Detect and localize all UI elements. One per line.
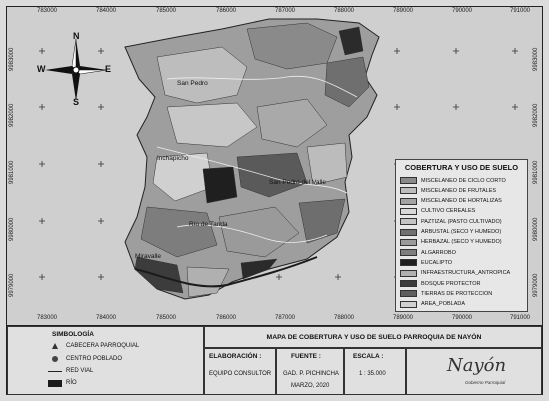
x-tick: 788000 (334, 315, 355, 321)
land-patch (203, 167, 237, 203)
y-tick: 9983000 (533, 47, 539, 71)
symbol-label: RED VIAL (66, 368, 94, 374)
y-tick: 9979000 (9, 273, 15, 297)
y-tick: 9980000 (533, 217, 539, 241)
legend-item (400, 207, 475, 216)
legend-swatch (400, 249, 417, 256)
compass-east: E (105, 64, 112, 74)
legend-item (400, 289, 492, 298)
symbol-label: CENTRO POBLADO (66, 356, 123, 362)
legend-label: ARBUSTAL (SECO Y HUMEDO) (421, 229, 502, 235)
legend-item (400, 300, 465, 309)
map-sheet (6, 6, 543, 395)
y-tick: 9979000 (533, 273, 539, 297)
elaboracion-box (204, 348, 276, 395)
legend-label: EUCALIPTO (421, 259, 453, 266)
x-tick: 789000 (393, 315, 414, 321)
legend-swatch (400, 301, 417, 308)
river-swatch-icon (48, 380, 62, 387)
compass-north: N (73, 31, 80, 41)
triangle-icon (52, 343, 58, 349)
x-tick: 789000 (393, 8, 414, 14)
symbology-title: SIMBOLOGÍA (52, 331, 94, 338)
x-tick: 786000 (216, 8, 237, 14)
compass-rose-icon (41, 35, 111, 105)
parish-logo: Nayón (447, 355, 507, 376)
x-tick: 787000 (275, 8, 296, 14)
logo-box (406, 348, 542, 395)
escala-value: 1 : 35.000 (359, 371, 386, 377)
place-label: Miravalle (135, 253, 162, 260)
legend-item (400, 197, 502, 206)
grid-cross (453, 104, 459, 110)
x-tick: 790000 (452, 315, 473, 321)
x-tick: 786000 (216, 315, 237, 321)
legend-label: MISCELANEO DE CICLO CORTO (421, 177, 506, 184)
legend-item (400, 186, 496, 195)
legend-swatch (400, 280, 417, 287)
legend-swatch (400, 177, 417, 184)
legend-item (400, 238, 502, 247)
legend-label: BOSQUE PROTECTOR (421, 280, 481, 287)
grid-cross (98, 274, 104, 280)
legend-swatch (400, 229, 417, 236)
legend-label: HERBAZAL (SECO Y HUMEDO) (421, 239, 502, 246)
legend-swatch (400, 198, 417, 205)
elaboracion-label: ELABORACIÓN : (209, 353, 262, 360)
dot-icon (52, 356, 58, 362)
legend-item (400, 176, 506, 185)
grid-cross (276, 274, 282, 280)
place-label: San Pedro del Valle (269, 179, 326, 186)
map-area (7, 7, 542, 325)
x-tick: 784000 (96, 315, 117, 321)
fuente-date: MARZO, 2020 (291, 383, 330, 389)
legend-label: MISCELANEO DE HORTALIZAS (421, 198, 502, 205)
legend-swatch (400, 239, 417, 246)
grid-cross (394, 104, 400, 110)
legend-label: PAZTIZAL (PASTO CULTIVADO) (421, 218, 502, 225)
grid-cross (335, 274, 341, 280)
y-tick: 9980000 (9, 217, 15, 241)
legend-swatch (400, 208, 417, 215)
y-tick: 9981000 (533, 160, 539, 184)
land-cover-legend (395, 159, 528, 312)
symbol-label: CABECERA PARROQUIAL (66, 343, 140, 349)
x-tick: 791000 (510, 8, 531, 14)
legend-swatch (400, 259, 417, 266)
x-tick: 791000 (510, 315, 531, 321)
y-tick: 9983000 (9, 47, 15, 71)
x-tick: 784000 (96, 8, 117, 14)
legend-label: ALGARROBO (421, 249, 456, 256)
grid-cross (512, 48, 518, 54)
legend-swatch (400, 187, 417, 194)
place-label: San Pedro (177, 80, 208, 87)
legend-label: AREA_POBLADA (421, 301, 466, 308)
place-label: Río de Tanda (189, 221, 228, 228)
grid-cross (98, 218, 104, 224)
grid-cross (39, 218, 45, 224)
legend-item (400, 228, 501, 237)
map-title: MAPA DE COBERTURA Y USO DE SUELO PARROQUIA DE NAYÓN (266, 334, 482, 341)
legend-label: TIERRAS DE PROTECCION (421, 290, 493, 297)
legend-label: MISCELANEO DE FRUTALES (421, 187, 497, 194)
legend-item (400, 279, 481, 288)
symbol-label: RÍO (66, 380, 77, 386)
grid-cross (98, 161, 104, 167)
grid-cross (39, 161, 45, 167)
grid-cross (394, 48, 400, 54)
x-tick: 788000 (334, 8, 355, 14)
legend-title: COBERTURA Y USO DE SUELO (404, 163, 519, 172)
y-tick: 9982000 (9, 103, 15, 127)
x-tick: 785000 (156, 315, 177, 321)
symbology-box (7, 326, 204, 395)
grid-cross (453, 48, 459, 54)
fuente-box (276, 348, 344, 395)
y-tick: 9981000 (9, 160, 15, 184)
escala-box (344, 348, 406, 395)
legend-label: INFRAESTRUCTURA_ANTROPICA (421, 270, 511, 277)
compass-west: W (37, 64, 46, 74)
x-tick: 783000 (37, 8, 58, 14)
legend-swatch (400, 290, 417, 297)
legend-item (400, 217, 502, 226)
fuente-label: FUENTE : (291, 353, 321, 360)
x-tick: 783000 (37, 315, 58, 321)
x-tick: 785000 (156, 8, 177, 14)
elaboracion-value: EQUIPO CONSULTOR (209, 371, 272, 377)
legend-item (400, 269, 510, 278)
legend-label: CULTIVO CEREALES (421, 208, 476, 215)
parish-logo-subtitle: Gobierno Parroquial (465, 380, 506, 385)
x-tick: 790000 (452, 8, 473, 14)
legend-swatch (400, 270, 417, 277)
road-line-icon (48, 371, 62, 372)
title-box (204, 326, 542, 348)
land-patch (299, 199, 345, 243)
place-label: Inchapicho (157, 155, 189, 162)
fuente-value: GAD. P. PICHINCHA (283, 371, 339, 377)
legend-swatch (400, 218, 417, 225)
land-patch (187, 267, 229, 297)
grid-cross (512, 104, 518, 110)
compass-south: S (73, 97, 80, 107)
legend-item (400, 258, 452, 267)
info-panel (7, 325, 542, 395)
legend-item (400, 248, 456, 257)
grid-cross (39, 274, 45, 280)
escala-label: ESCALA : (353, 353, 384, 360)
y-tick: 9982000 (533, 103, 539, 127)
x-tick: 787000 (275, 315, 296, 321)
